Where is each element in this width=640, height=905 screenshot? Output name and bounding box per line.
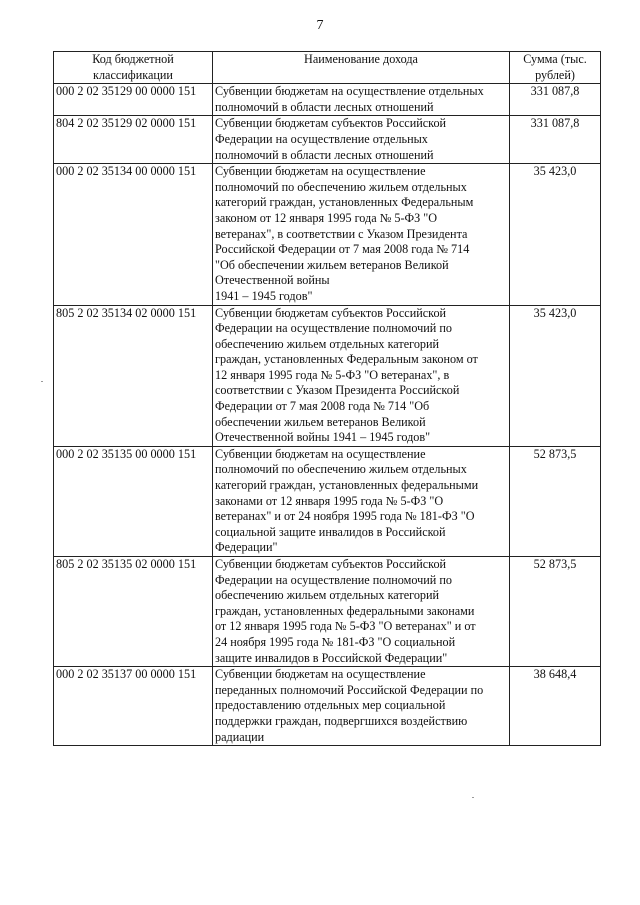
row-code: 000 2 02 35129 00 0000 151: [54, 84, 213, 116]
row-sum: 331 087,8: [510, 116, 601, 164]
row-name: Субвенции бюджетам субъектов Российской Федерации на осуществление полномочий по обеспечению жильем отдельных категорий граждан, установленных федеральными законами от 12 января 1995 года № 5-ФЗ "О ветеранах" и от 24 ноября 1995 года № 181-ФЗ "О социальной защите инвалидов в Российской Федерации": [213, 557, 510, 667]
header-name: Наименование дохода: [213, 52, 510, 84]
table-row: [54, 84, 601, 116]
table-row: [54, 446, 601, 556]
row-name: Субвенции бюджетам на осуществление переданных полномочий Российской Федерации по предоставлению отдельных мер социальной поддержки граждан, подвергшихся воздействию радиации: [213, 667, 510, 746]
row-sum: 38 648,4: [510, 667, 601, 746]
row-name: Субвенции бюджетам на осуществление отдельных полномочий в области лесных отношений: [213, 84, 510, 116]
row-name: Субвенции бюджетам на осуществление полномочий по обеспечению жильем отдельных категорий граждан, установленных федеральными законами от 12 января 1995 года № 5-ФЗ "О ветеранах" и от 24 ноября 1995 года № 181-ФЗ "О социальной защите инвалидов в Российской Федерации": [213, 446, 510, 556]
row-sum: 35 423,0: [510, 164, 601, 305]
row-name: Субвенции бюджетам субъектов Российской Федерации на осуществление отдельных полномочий в области лесных отношений: [213, 116, 510, 164]
row-sum: 35 423,0: [510, 305, 601, 446]
row-code: 000 2 02 35135 00 0000 151: [54, 446, 213, 556]
table-row: [54, 305, 601, 446]
row-name: Субвенции бюджетам на осуществление полномочий по обеспечению жильем отдельных категорий граждан, установленных Федеральным законом от 12 января 1995 года № 5-ФЗ "О ветеранах", в соответствии с Указом Президента Российской Федерации от 7 мая 2008 года № 714 "Об обеспечении жильем ветеранов Великой Отечественной войны 1941 – 1945 годов": [213, 164, 510, 305]
table-row: [54, 667, 601, 746]
row-sum: 331 087,8: [510, 84, 601, 116]
table-row: [54, 116, 601, 164]
row-code: 805 2 02 35134 02 0000 151: [54, 305, 213, 446]
table-header-row: [54, 52, 601, 84]
row-sum: 52 873,5: [510, 446, 601, 556]
table-row: [54, 164, 601, 305]
row-sum: 52 873,5: [510, 557, 601, 667]
row-code: 000 2 02 35134 00 0000 151: [54, 164, 213, 305]
row-code: 000 2 02 35137 00 0000 151: [54, 667, 213, 746]
budget-revenue-table: [53, 51, 601, 746]
page-number: 7: [316, 18, 324, 33]
scan-speck: [41, 381, 43, 382]
header-code: Код бюджетной классификации: [54, 52, 213, 84]
row-code: 804 2 02 35129 02 0000 151: [54, 116, 213, 164]
header-sum: Сумма (тыс. рублей): [510, 52, 601, 84]
scan-speck: [472, 797, 474, 798]
table-row: [54, 557, 601, 667]
row-code: 805 2 02 35135 02 0000 151: [54, 557, 213, 667]
row-name: Субвенции бюджетам субъектов Российской Федерации на осуществление полномочий по обеспечению жильем отдельных категорий граждан, установленных Федеральным законом от 12 января 1995 года № 5-ФЗ "О ветеранах", в соответствии с Указом Президента Российской Федерации от 7 мая 2008 года № 714 "Об обеспечении жильем ветеранов Великой Отечественной войны 1941 – 1945 годов": [213, 305, 510, 446]
